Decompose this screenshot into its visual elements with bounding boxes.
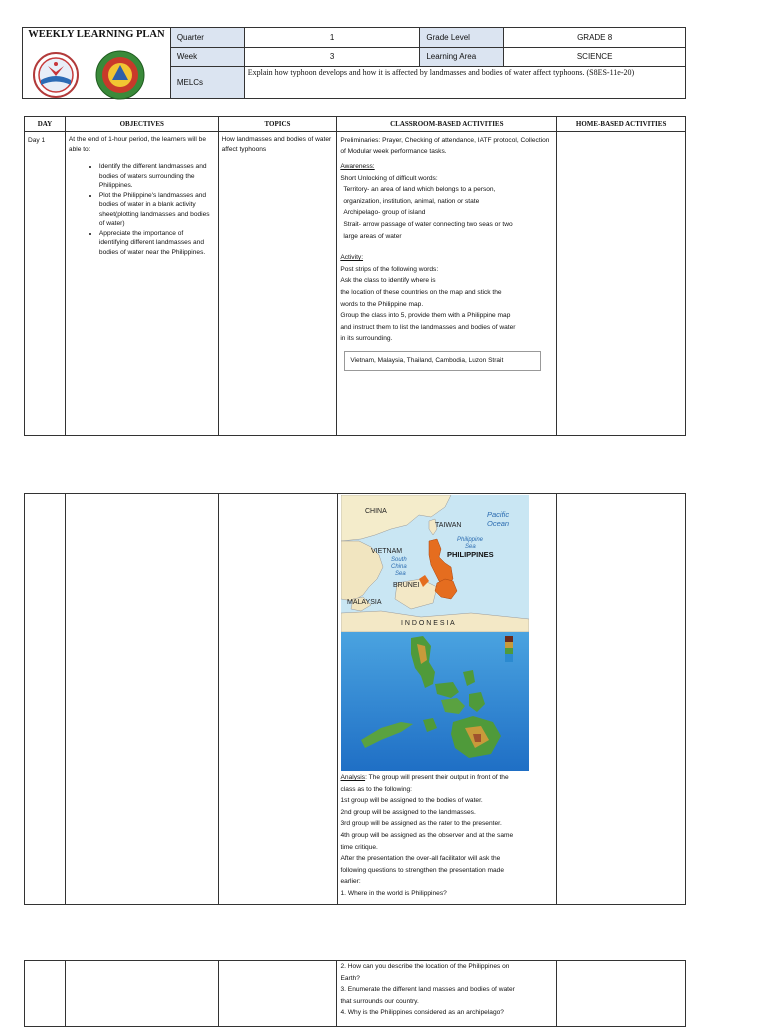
objectives-intro: At the end of 1-hour period, the learners will be able to: — [68, 136, 206, 153]
map-label-vietnam: VIETNAM — [370, 548, 402, 555]
analysis-line: time critique. — [340, 843, 378, 851]
map-label-phil-sea-2: Sea — [464, 544, 476, 550]
analysis-line: 1st group will be assigned to the bodies of water. — [340, 797, 483, 805]
question-line: Earth? — [340, 974, 360, 982]
plan-table-1 — [24, 116, 686, 436]
objective-item: • Appreciate the importance of identifying different landmasses and bodies of water near the Philippines. — [99, 229, 215, 258]
analysis-line: 3rd group will be assigned as the rater to the presenter. — [340, 820, 502, 828]
objectives-list — [69, 162, 215, 257]
analysis-line: 4th group will be assigned as the observer and at the same — [340, 831, 514, 839]
topics-cell — [218, 494, 337, 905]
day-cell — [25, 494, 66, 905]
analysis-line: earlier: — [340, 878, 361, 886]
activity-line: the location of these countries on the map and stick the — [340, 288, 502, 296]
col-topics: TOPICS — [218, 117, 337, 132]
awareness-line: Archipelago- group of island — [343, 209, 426, 217]
division-seal-icon — [95, 50, 145, 100]
topographic-map — [341, 632, 529, 771]
header-table — [22, 27, 686, 99]
map-label-philippines: PHILIPPINES — [446, 550, 494, 559]
analysis-line: After the presentation the over-all facilitator will ask the — [340, 855, 501, 863]
objectives-cell — [65, 132, 218, 436]
awareness-title: Awareness: — [340, 163, 375, 170]
classroom-cell — [337, 132, 557, 436]
area-label: Learning Area — [420, 47, 504, 67]
area-value: SCIENCE — [504, 47, 686, 67]
objectives-cell — [65, 494, 218, 905]
activity-line: words to the Philippine map. — [340, 300, 424, 308]
map-label-china-sea-1: China — [390, 564, 407, 570]
map-label-ocean: Ocean — [486, 519, 509, 528]
classroom-cell — [337, 494, 557, 905]
question-line: 3. Enumerate the different land masses and bodies of water — [340, 986, 515, 994]
awareness-line: Short Unlocking of difficult words: — [340, 174, 438, 182]
quarter-value: 1 — [244, 28, 420, 48]
activity-line: Ask the class to identify where is — [340, 277, 436, 285]
activity-line: in its surrounding. — [340, 335, 393, 343]
home-cell — [557, 132, 686, 436]
grade-value: GRADE 8 — [504, 28, 686, 48]
col-home: HOME-BASED ACTIVITIES — [557, 117, 686, 132]
header-logo-cell — [23, 28, 171, 99]
analysis-line: : The group will present their output in front of the — [365, 774, 509, 781]
analysis-line: 1. Where in the world is Philippines? — [340, 889, 447, 897]
plan-table-3 — [24, 960, 686, 1027]
map-label-taiwan: TAIWAN — [434, 522, 461, 529]
map-label-malaysia: MALAYSIA — [346, 599, 382, 606]
day-cell: Day 1 — [25, 132, 66, 436]
activity-line: Group the class into 5, provide them with a Philippine map — [340, 312, 511, 320]
home-cell — [557, 961, 686, 1027]
objectives-cell — [65, 961, 218, 1027]
grade-label: Grade Level — [420, 28, 504, 48]
map-label-indonesia: I N D O N E S I A — [400, 620, 455, 627]
word-strip-box: Vietnam, Malaysia, Thailand, Cambodia, Luzon Strait — [344, 351, 541, 371]
analysis-first-line — [341, 772, 555, 784]
col-day: DAY — [25, 117, 66, 132]
question-line: 2. How can you describe the location of the Philippines on — [340, 963, 510, 970]
plan-title: WEEKLY LEARNING PLAN — [28, 29, 165, 40]
question-line: that surrounds our country. — [340, 997, 419, 1005]
topics-cell — [218, 961, 337, 1027]
map-label-south: South — [390, 557, 407, 563]
awareness-line: Territory- an area of land which belongs to a person, — [343, 186, 496, 194]
quarter-label: Quarter — [170, 28, 244, 48]
asia-map — [341, 495, 529, 632]
week-value: 3 — [244, 47, 420, 67]
analysis-line: following questions to strengthen the presentation made — [340, 866, 505, 874]
question-line: 4. Why is the Philippines considered as an archipelago? — [340, 1009, 504, 1017]
col-objectives: OBJECTIVES — [65, 117, 218, 132]
melcs-label: MELCs — [170, 67, 244, 99]
map-label-pacific: Pacific — [486, 510, 509, 519]
deped-seal-icon — [33, 52, 79, 98]
home-cell — [557, 494, 686, 905]
awareness-line: Strait- arrow passage of water connecting two seas or two — [343, 220, 513, 228]
classroom-cell — [337, 961, 557, 1027]
topics-cell: How landmasses and bodies of water affect typhoons — [218, 132, 337, 436]
preliminaries: Preliminaries: Prayer, Checking of attendance, IATF protocol, Collection of Modular week performance tasks. — [340, 137, 550, 155]
melcs-value: Explain how typhoon develops and how it is affected by landmasses and bodies of water affect typhoons. (S8ES-11e-20) — [244, 67, 685, 99]
activity-title: Activity: — [340, 254, 364, 262]
map-label-phil-sea-1: Philippine — [456, 537, 483, 543]
awareness-line: organization, institution, animal, nation or state — [343, 197, 480, 205]
objective-item: • Identify the different landmasses and bodies of waters surrounding the Philippines. — [99, 162, 215, 191]
analysis-line: 2nd group will be assigned to the landmasses. — [340, 808, 476, 816]
awareness-line: large areas of water — [343, 232, 402, 240]
map-label-china: CHINA — [364, 508, 387, 515]
day-cell — [25, 961, 66, 1027]
analysis-line: class as to the following: — [340, 785, 412, 793]
map-label-brunei: BRUNEI — [392, 582, 419, 589]
analysis-block — [341, 772, 555, 900]
activity-line: and instruct them to list the landmasses and bodies of water — [340, 323, 516, 331]
plan-table-2 — [24, 493, 686, 905]
asia-map-svg — [341, 495, 529, 632]
col-classroom: CLASSROOM-BASED ACTIVITIES — [337, 117, 557, 132]
map-label-china-sea-2: Sea — [394, 571, 406, 577]
analysis-title: Analysis — [340, 774, 366, 781]
topographic-map-svg — [341, 632, 529, 771]
week-label: Week — [170, 47, 244, 67]
objective-item: • Plot the Philippine's landmasses and bodies of water in a blank activity sheet(plotting landmasses and bodies of water) — [99, 191, 215, 229]
activity-line: Post strips of the following words: — [340, 265, 439, 273]
